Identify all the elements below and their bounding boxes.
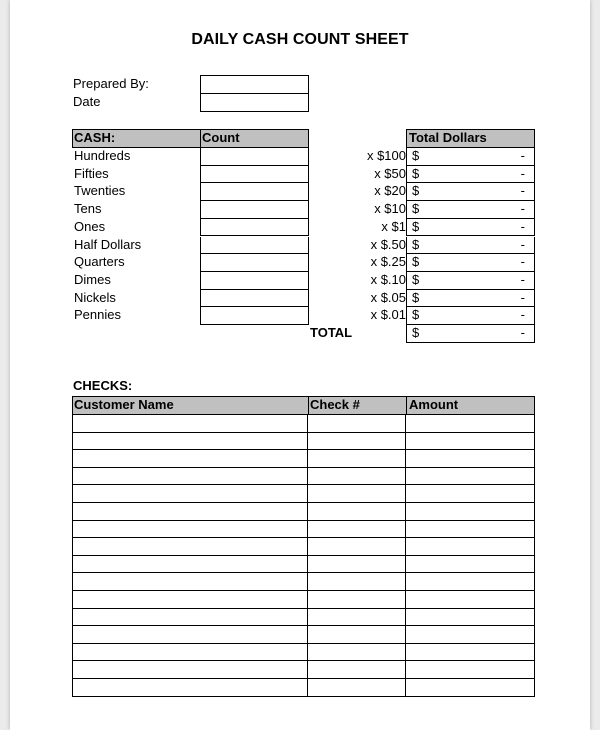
currency-symbol: $ [412,201,420,217]
total-dollars-value: - [520,289,525,305]
cash-denomination: Fifties [74,165,109,181]
customer-name-cell[interactable] [73,538,308,555]
cash-multiplier: x $1 [381,218,406,234]
check-number-cell[interactable] [309,644,406,661]
customer-name-header: Customer Name [74,397,174,412]
total-dollars-header-label: Total Dollars [409,130,487,145]
count-input[interactable] [200,166,309,184]
count-input[interactable] [200,237,309,255]
cash-denomination: Quarters [74,254,125,270]
cash-denomination: Hundreds [74,148,131,163]
currency-symbol: $ [412,271,420,287]
check-number-cell[interactable] [309,503,406,520]
count-input[interactable] [200,183,309,201]
total-dollars-value: - [520,271,525,287]
total-label: TOTAL [310,325,353,340]
grand-total-value: - [520,325,525,340]
currency-symbol: $ [412,218,420,234]
total-dollars-value: - [520,201,525,217]
check-number-cell[interactable] [309,538,406,555]
check-number-header: Check # [310,397,360,412]
amount-cell[interactable] [407,468,534,485]
cash-denomination: Half Dollars [74,236,142,252]
customer-name-cell[interactable] [73,433,308,450]
customer-name-cell[interactable] [73,415,308,432]
customer-name-cell[interactable] [73,450,308,467]
customer-name-cell[interactable] [73,556,308,573]
cash-denomination: Tens [74,201,102,217]
cash-multiplier: x $20 [374,183,406,199]
checks-header-divider-2 [406,396,407,415]
cash-multiplier: x $.50 [370,236,406,252]
currency-symbol: $ [412,165,420,181]
check-number-cell[interactable] [309,626,406,643]
customer-name-cell[interactable] [73,626,308,643]
amount-cell[interactable] [407,644,534,661]
amount-cell[interactable] [407,556,534,573]
checks-header-divider-1 [308,396,309,415]
count-input[interactable] [200,148,309,166]
check-number-cell[interactable] [309,468,406,485]
amount-cell[interactable] [407,521,534,538]
check-number-cell[interactable] [309,609,406,626]
check-number-cell[interactable] [309,521,406,538]
total-dollars-value: - [520,307,525,323]
amount-cell[interactable] [407,433,534,450]
check-number-cell[interactable] [309,591,406,608]
document-page [10,0,590,730]
currency-symbol: $ [412,183,420,199]
checks-header-label: CHECKS: [73,378,133,393]
amount-cell[interactable] [407,503,534,520]
amount-cell[interactable] [407,485,534,502]
cash-multiplier: x $10 [374,201,406,217]
page-title: DAILY CASH COUNT SHEET [191,31,409,48]
cash-multiplier: x $.25 [370,254,406,270]
check-number-cell[interactable] [309,450,406,467]
grand-total-currency-symbol: $ [412,325,420,340]
count-input[interactable] [200,254,309,272]
cash-header-divider [200,129,201,148]
total-dollars-value: - [520,148,525,163]
cash-denomination: Pennies [74,307,121,323]
check-number-cell[interactable] [309,573,406,590]
amount-cell[interactable] [407,415,534,432]
amount-cell[interactable] [407,450,534,467]
customer-name-cell[interactable] [73,485,308,502]
cash-denomination: Dimes [74,271,111,287]
date-field[interactable] [201,94,308,111]
cash-multiplier: x $50 [374,165,406,181]
count-input[interactable] [200,201,309,219]
amount-cell[interactable] [407,679,534,696]
count-input[interactable] [200,290,309,308]
prepared-by-field[interactable] [201,76,308,92]
total-dollars-value: - [520,236,525,252]
check-number-cell[interactable] [309,415,406,432]
currency-symbol: $ [412,289,420,305]
cash-denomination: Ones [74,218,106,234]
check-number-cell[interactable] [309,485,406,502]
customer-name-cell[interactable] [73,503,308,520]
cash-denomination: Twenties [74,183,126,199]
check-number-cell[interactable] [309,556,406,573]
customer-name-cell[interactable] [73,573,308,590]
amount-cell[interactable] [407,626,534,643]
customer-name-cell[interactable] [73,661,308,678]
amount-cell[interactable] [407,538,534,555]
amount-cell[interactable] [407,661,534,678]
date-label: Date [73,94,101,109]
customer-name-cell[interactable] [73,644,308,661]
customer-name-cell[interactable] [73,591,308,608]
currency-symbol: $ [412,236,420,252]
amount-cell[interactable] [407,609,534,626]
customer-name-cell[interactable] [73,521,308,538]
count-header: Count [202,130,240,145]
cash-multiplier: x $.05 [370,289,406,305]
cash-multiplier: x $.10 [370,271,406,287]
amount-header: Amount [409,397,459,412]
currency-symbol: $ [412,148,420,163]
customer-name-cell[interactable] [73,468,308,485]
total-dollars-value: - [520,183,525,199]
check-number-cell[interactable] [309,661,406,678]
total-dollars-value: - [520,254,525,270]
cash-multiplier: x $100 [366,148,406,163]
cash-multiplier: x $.01 [370,307,406,323]
total-dollars-value: - [520,165,525,181]
currency-symbol: $ [412,307,420,323]
cash-denomination: Nickels [74,289,116,305]
prepared-by-label: Prepared By: [73,76,149,91]
amount-cell[interactable] [407,591,534,608]
count-input[interactable] [200,272,309,290]
check-number-cell[interactable] [309,679,406,696]
customer-name-cell[interactable] [73,609,308,626]
count-input[interactable] [200,219,309,237]
currency-symbol: $ [412,254,420,270]
customer-name-cell[interactable] [73,679,308,696]
amount-cell[interactable] [407,573,534,590]
total-dollars-value: - [520,218,525,234]
cash-header-label: CASH: [74,130,116,145]
count-input[interactable] [200,307,309,325]
check-number-cell[interactable] [309,433,406,450]
